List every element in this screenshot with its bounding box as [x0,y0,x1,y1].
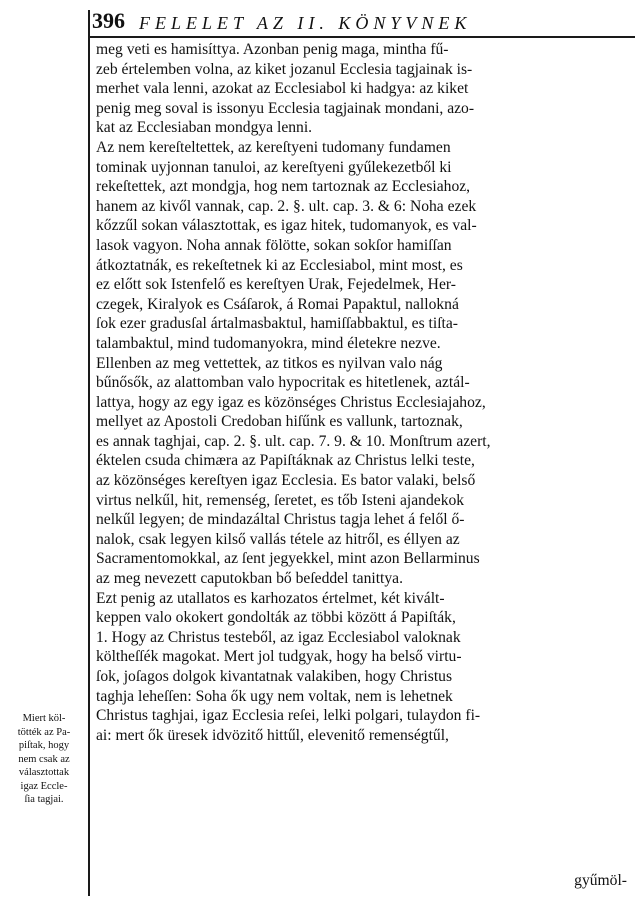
text-line: taghja leheſſen: Soha ők ugy nem voltak, nem is lehetnek [96,687,453,705]
catchword: gyűmöl- [574,872,627,889]
text-line: kőzzűl sokan választottak, es igaz hitek, tudomanyok, es val- [96,217,477,235]
text-line: az meg nevezett caputokban bő beſeddel tanittya. [96,570,403,588]
text-line: keppen valo okokert gondolták az többi között á Papiſták, [96,609,456,627]
text-line: Ezt penig az utallatos es karhozatos értelmet, két kivált- [96,589,445,607]
text-line: nalok, csak legyen kilső vallás tétele az hitről, es éllyen az [96,530,460,548]
text-line: ez előtt sok Istenfelő es kereſtyen Urak, Fejedelmek, Her- [96,276,456,294]
running-head: FELELET AZ II. KÖNYVNEK [139,13,472,33]
text-line: ſok ezer gradusſal ártalmasbaktul, hamiſſabbaktul, es tiſta- [96,315,458,333]
text-line: ſok, joſagos dolgok kivantatnak valakiben, hogy Christus [96,668,453,685]
text-line: hanem az kivől vannak, cap. 2. §. ult. cap. 3. & 6: Noha ezek [96,197,477,215]
body-text [96,40,631,745]
text-line: Sacramentomokkal, az ſent jegyekkel, mint azon Bellarminus [96,550,480,568]
margin-note-line: tötték az Pa- [17,726,71,738]
margin-rule-vertical [88,10,90,896]
text-line: talambaktul, mind tudomanyokra, mind életekre nezve. [96,334,441,352]
text-line: Ellenben az meg vettettek, az titkos es nyilvan valo nág [96,354,443,372]
margin-note-line: piſtak, hogy [18,740,70,751]
text-line: kat az Ecclesiaban mondgya lenni. [96,119,313,137]
text-line: es annak taghjai, cap. 2. §. ult. cap. 7. 9. & 10. Monſtrum azert, [96,432,491,450]
text-line: Az nem kereſteltettek, az kereſtyeni tudomany fundamen [96,138,451,156]
text-line: 1. Hogy az Christus testeből, az igaz Ecclesiabol valoknak [96,628,461,646]
text-line: tominak uyjonnan tanuloi, az kereſtyeni gyűlekezetből ki [96,158,452,176]
margin-note-line: nem csak az [18,753,70,765]
text-line: merhet vala lenni, azokat az Ecclesiabol ki hadgya: az kiket [96,80,469,98]
margin-note-line: Miert köl- [22,713,66,724]
text-line: czegek, Kiralyok es Csáſarok, á Romai Papaktul, nallokná [96,295,459,313]
margin-note-line: ſia tagjai. [24,794,64,805]
text-line: nelkűl legyen; de mindazáltal Christus tagja lehet á felől ő- [96,511,465,529]
text-line: lasok vagyon. Noha annak fölötte, sokan sokſor hamiſſan [96,236,452,254]
text-line: virtus nelkűl, hit, remenség, ſeretet, es tőb Isteni ajandekok [96,491,465,509]
text-line: éktelen csuda chimæra az Papiſtáknak az Christus lelki teste, [96,452,475,470]
text-line: rekeſtettek, azt mondgja, hog nem tartoznak az Ecclesiahoz, [96,178,471,196]
text-line: meg veti es hamisíttya. Azonban penig maga, mintha fű- [96,41,449,58]
text-line: mellyet az Apostoli Credoban hiſűnk es vallunk, tartoznak, [96,413,463,431]
text-line: zeb értelemben volna, az kiket jozanul Ecclesia tagjainak is- [96,60,473,78]
text-line: átkoztatnák, es rekeſtetnek ki az Ecclesiabol, mint most, es [96,256,463,274]
text-line: penig meg soval is issonyu Ecclesia tagjainak mondani, azo- [96,99,475,117]
text-line: ai: mert ők üresek idvözitő hittűl, elevenitő remenségtűl, [96,726,449,744]
text-line: Christus taghjai, igaz Ecclesia reſei, lelki polgari, tulaydon fi- [96,707,481,725]
header-rule [88,36,635,38]
text-line: költheſſék magokat. Mert jol tudgyak, hogy ha belső virtu- [96,648,462,666]
page-number: 396 [92,8,125,33]
margin-note [2,712,86,807]
text-line: az közönséges kereſtyen igaz Ecclesia. Es bator valaki, belső [96,472,476,490]
text-line: bűnősők, az alattomban valo hypocritak es hitetlenek, aztál- [96,374,470,392]
page-header [92,4,632,34]
margin-note-line: választottak [18,767,70,778]
text-line: lattya, hogy az egy igaz es közönséges Christus Ecclesiajahoz, [96,393,486,411]
margin-note-line: igaz Eccle- [20,780,68,792]
